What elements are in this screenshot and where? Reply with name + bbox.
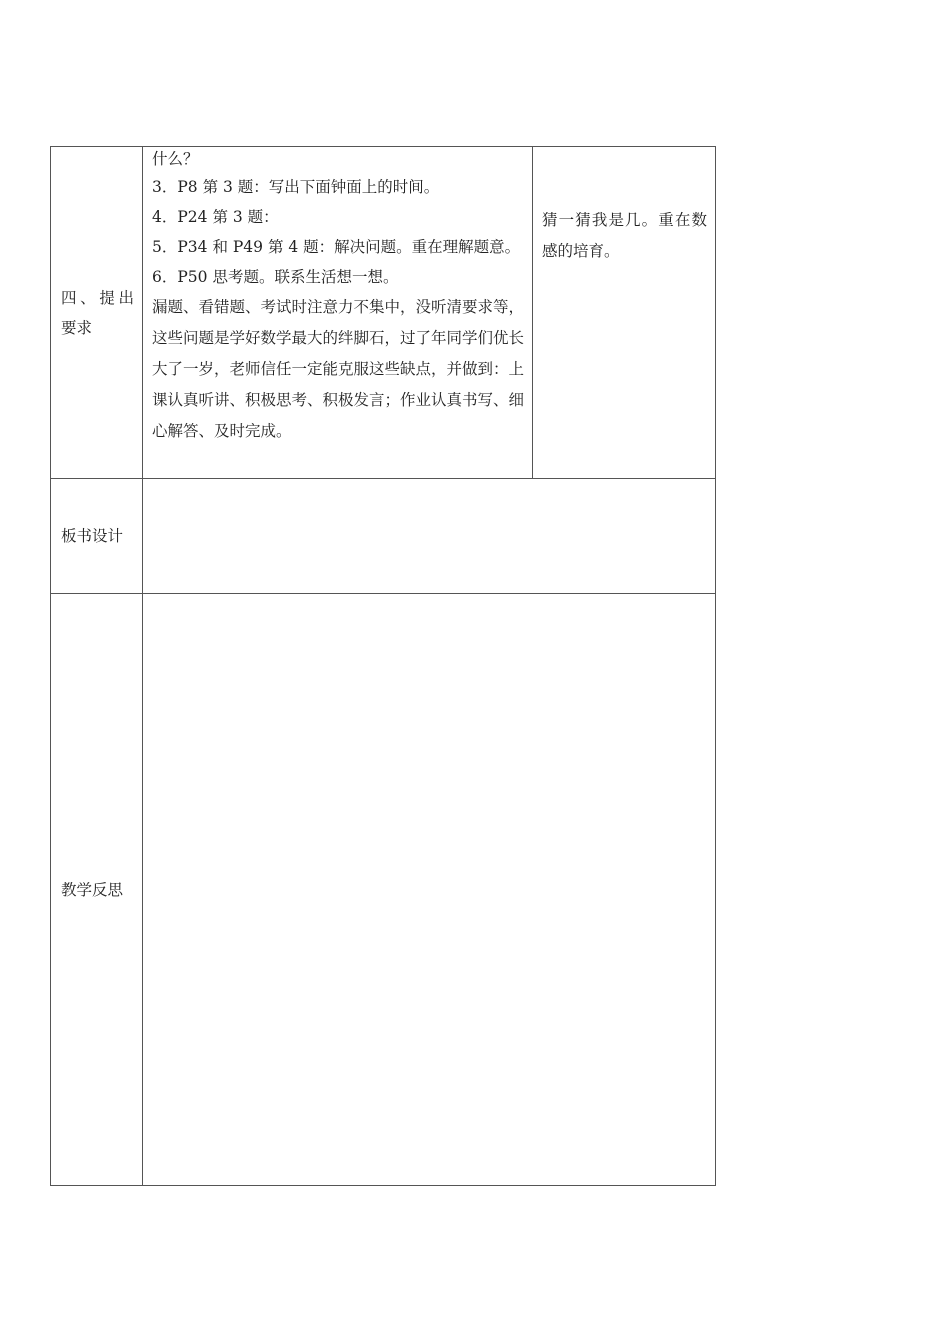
board-design-label: 板书设计 xyxy=(61,527,124,545)
table-row-requirements xyxy=(51,147,716,479)
content-line: 5．P34 和 P49 第 4 题：解决问题。重在理解题意。 xyxy=(152,238,521,256)
requirements-label-line1: 四、提出 xyxy=(61,288,134,307)
requirements-label-cell xyxy=(51,147,143,479)
teaching-reflection-content-cell xyxy=(143,594,716,1186)
requirements-label-line2: 要求 xyxy=(61,318,93,337)
table-row-board-design xyxy=(51,479,716,594)
content-line: 3．P8 第 3 题：写出下面钟面上的时间。 xyxy=(152,178,440,196)
lesson-plan-table xyxy=(50,146,716,1186)
content-line: 什么？ xyxy=(152,150,199,168)
teaching-reflection-label-cell xyxy=(51,594,143,1186)
content-line: 6．P50 思考题。联系生活想一想。 xyxy=(152,268,399,286)
table-row-teaching-reflection xyxy=(51,594,716,1186)
content-paragraph: 漏题、看错题、考试时注意力不集中，没听清要求等，这些问题是学好数学最大的绊脚石，过了年同学们优长大了一岁，老师信任一定能克服这些缺点，并做到：上课认真听讲、积极思考、积极发言；作业认真书写、细心解答、及时完成。 xyxy=(152,298,525,440)
requirements-note-cell xyxy=(533,147,716,479)
note-text: 猜一猜我是几。重在数感的培育。 xyxy=(542,211,707,260)
board-design-content-cell xyxy=(143,479,716,594)
content-line: 4．P24 第 3 题： xyxy=(152,208,279,226)
teaching-reflection-label: 教学反思 xyxy=(61,880,124,899)
requirements-content-cell xyxy=(143,147,533,479)
board-design-label-cell xyxy=(51,479,143,594)
